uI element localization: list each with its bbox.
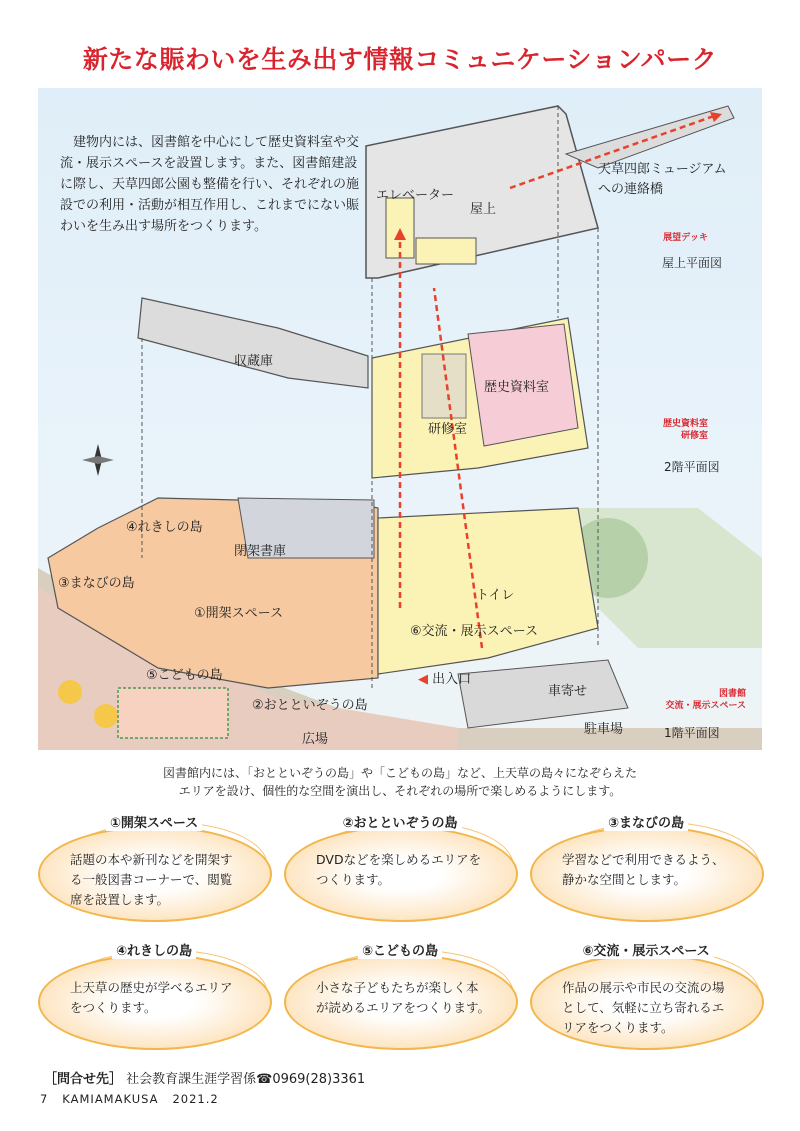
info-card-open-space bbox=[34, 812, 274, 920]
first-floor-plan-name: 1階平面図 bbox=[664, 726, 720, 740]
description-line1: 図書館内には、「おとといぞうの島」や「こどもの島」など、上天草の島々になぞらえた bbox=[162, 766, 637, 780]
first-floor-tag-line1: 図書館 bbox=[718, 689, 746, 699]
compass-icon bbox=[82, 444, 114, 476]
card-text: 話題の本や新刊などを開架する一般図書コーナーで、閲覧席を設置します。 bbox=[70, 852, 233, 907]
intro-paragraph: 建物内には、図書館を中心にして歴史資料室や交流・展示スペースを設置します。また、図書館建設に際し、天草四郎公園も整備を行い、それぞれの施設での利用・活動が相互作用し、これまでにない賑わいを生み出す場所をつくります。 bbox=[60, 135, 360, 234]
card-title-text: ⑥交流・展示スペース bbox=[578, 944, 713, 959]
entrance-label bbox=[418, 668, 471, 687]
storage-wing bbox=[138, 298, 368, 388]
open-space-label: ①開架スペース bbox=[194, 606, 284, 621]
page-footer bbox=[40, 1092, 219, 1106]
elevator-label: エレベーター bbox=[376, 188, 455, 203]
roof-plan-name: 屋上平面図 bbox=[662, 256, 723, 270]
car-porch-label: 車寄せ bbox=[548, 684, 588, 699]
kodomo-outdoor bbox=[118, 688, 228, 738]
card-text: 上天草の歴史が学べるエリアをつくります。 bbox=[70, 980, 233, 1015]
contact-label: ［問合せ先］ bbox=[44, 1072, 123, 1087]
first-floor-tag bbox=[638, 688, 746, 712]
contact-info bbox=[44, 1068, 365, 1087]
info-card-exchange-space bbox=[526, 940, 766, 1048]
description-line2: エリアを設け、個性的な空間を演出し、それぞれの場所で楽しめるようにします。 bbox=[178, 784, 622, 798]
roof-stair bbox=[416, 238, 476, 264]
entrance-arrow-icon: ◀ bbox=[418, 672, 433, 687]
card-text: DVDなどを楽しめるエリアをつくります。 bbox=[316, 852, 482, 887]
rekishi-island-label: ④れきしの島 bbox=[126, 520, 203, 535]
card-text: 作品の展示や市民の交流の場として、気軽に立ち寄れるエリアをつくります。 bbox=[562, 980, 725, 1035]
publication-name: KAMIAMAKUSA bbox=[62, 1092, 159, 1106]
second-floor-tag-line1: 歴史資料室 bbox=[662, 419, 708, 429]
card-title-text: ②おとといぞうの島 bbox=[338, 816, 461, 831]
contact-text: 社会教育課生涯学習係☎0969(28)3361 bbox=[126, 1072, 366, 1087]
entrance-text: 出入口 bbox=[432, 672, 472, 687]
plaza-label: 広場 bbox=[302, 732, 329, 747]
exchange-space-label: ⑥交流・展示スペース bbox=[410, 624, 539, 639]
training-room-label: 研修室 bbox=[428, 422, 468, 437]
second-floor-tag-line2: 研修室 bbox=[680, 431, 708, 441]
bridge-label-line2: への連絡橋 bbox=[598, 182, 664, 197]
card-title bbox=[280, 812, 520, 831]
card-title-text: ①開架スペース bbox=[106, 816, 202, 831]
otoe-island-label: ②おとといぞうの島 bbox=[252, 698, 368, 713]
card-title bbox=[34, 940, 274, 959]
card-title bbox=[526, 940, 766, 959]
toilet-label: トイレ bbox=[476, 588, 515, 603]
card-text: 小さな子どもたちが楽しく本が読めるエリアをつくります。 bbox=[316, 980, 491, 1015]
first-floor-tag-line2: 交流・展示スペース bbox=[665, 701, 746, 711]
bridge-label-line1: 天草四郎ミュージアム bbox=[598, 162, 727, 177]
parking-label: 駐車場 bbox=[584, 722, 624, 737]
rooftop-label: 屋上 bbox=[470, 202, 497, 217]
page-number: 7 bbox=[40, 1092, 49, 1106]
umbrella-marker bbox=[58, 680, 82, 704]
card-text: 学習などで利用できるよう、静かな空間とします。 bbox=[562, 852, 725, 887]
second-floor-plan-name: 2階平面図 bbox=[664, 460, 720, 474]
info-card-rekishi-island bbox=[34, 940, 274, 1048]
card-title-text: ⑤こどもの島 bbox=[358, 944, 442, 959]
card-title-text: ④れきしの島 bbox=[112, 944, 196, 959]
publication-date: 2021.2 bbox=[172, 1092, 219, 1106]
kodomo-island-label: ⑤こどもの島 bbox=[146, 668, 223, 683]
roof-tag: 展望デッキ bbox=[663, 233, 708, 243]
umbrella-marker bbox=[94, 704, 118, 728]
info-card-otoe-island bbox=[280, 812, 520, 920]
storage-label: 収蔵庫 bbox=[234, 354, 274, 369]
second-floor-tag bbox=[638, 418, 708, 442]
info-card-kodomo-island bbox=[280, 940, 520, 1048]
card-title bbox=[34, 812, 274, 831]
page-title: 新たな賑わいを生み出す情報コミュニケーションパーク bbox=[82, 45, 718, 74]
manabi-island-label: ③まなびの島 bbox=[58, 576, 135, 591]
info-card-manabi-island bbox=[526, 812, 766, 920]
card-title-text: ③まなびの島 bbox=[604, 816, 688, 831]
training-room-seats bbox=[422, 354, 466, 418]
card-title bbox=[280, 940, 520, 959]
history-room-label: 歴史資料室 bbox=[484, 380, 550, 395]
card-title bbox=[526, 812, 766, 831]
closed-stacks-label: 閉架書庫 bbox=[234, 544, 287, 559]
